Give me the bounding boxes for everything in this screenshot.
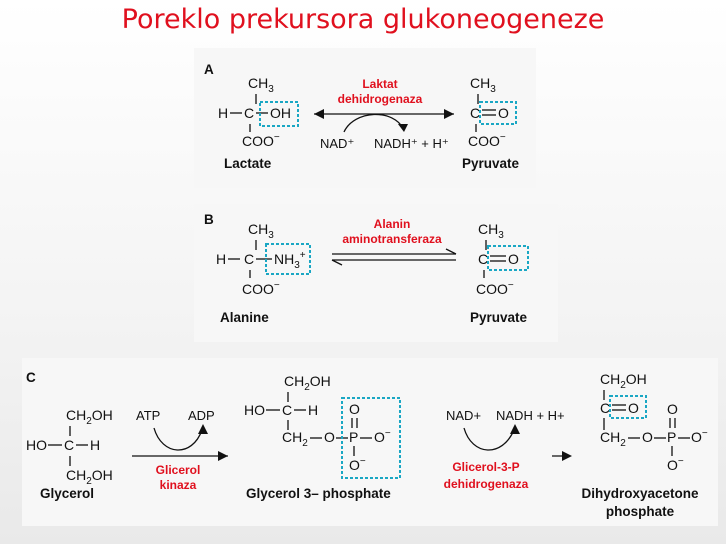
svg-text:CH2OH: $CH_2OH$ — [600, 371, 647, 391]
cofactor-nadh: NADH⁺ + H⁺ — [374, 136, 449, 151]
svg-text:O−: O− — [374, 428, 391, 445]
svg-text:O: O — [324, 429, 335, 445]
svg-text:COO−: COO− — [476, 280, 514, 297]
enzyme1-line2: kinaza — [159, 478, 197, 492]
enzyme-name-line2: aminotransferaza — [342, 232, 442, 246]
svg-text:CH2OH: $CH_2OH$ — [66, 407, 113, 427]
cofactor-adp: ADP — [188, 408, 215, 423]
svg-text:HO: HO — [244, 402, 265, 418]
dhap-label-line2: phosphate — [605, 504, 675, 519]
svg-text:C: C — [282, 402, 293, 418]
dihydroxyacetone-phosphate-structure — [600, 371, 708, 473]
svg-text:CH2OH: $CH_2OH$ — [284, 373, 331, 393]
glycerol-3-phosphate-structure — [244, 373, 400, 478]
cofactor-nad: NAD⁺ — [320, 136, 355, 151]
panel-a-diagram — [194, 48, 536, 188]
svg-text:P: P — [349, 429, 359, 445]
svg-text:O−: O− — [349, 456, 366, 473]
svg-text:NH3+: $NH_3^+$ — [274, 250, 306, 271]
enzyme-name-line1: Laktat — [362, 77, 398, 91]
panel-c-diagram — [22, 358, 718, 526]
dehydrogenase-arrow — [464, 424, 572, 461]
cofactor-nadh-c: NADH + H+ — [496, 408, 565, 423]
lactate-label: Lactate — [224, 156, 272, 171]
panel-lactate-dehydrogenase — [194, 48, 536, 188]
dhap-label-line1: Dihydroxyacetone — [581, 486, 699, 501]
svg-text:CH2OH: $CH_2OH$ — [66, 467, 113, 487]
pyruvate-structure-a — [468, 75, 516, 149]
glycerol-label: Glycerol — [40, 486, 95, 501]
svg-text:CH3: $CH_3$ — [470, 75, 496, 95]
svg-text:C: C — [478, 251, 489, 267]
svg-text:H: H — [90, 437, 101, 453]
svg-text:H: H — [216, 251, 227, 267]
kinase-arrow — [132, 424, 228, 461]
enzyme2-line1: Glicerol-3-P — [452, 460, 520, 474]
glycerol-structure — [26, 407, 113, 487]
svg-text:CH2: $CH_2$ — [282, 429, 308, 449]
panel-glycerol-pathway — [22, 358, 718, 526]
svg-text:O: O — [508, 251, 519, 267]
svg-text:CH3: $CH_3$ — [248, 221, 274, 241]
svg-text:HO: HO — [26, 437, 47, 453]
svg-text:H: H — [218, 105, 229, 121]
svg-text:C: C — [600, 400, 611, 416]
pyruvate-structure-b — [476, 221, 528, 297]
equilibrium-arrows — [332, 249, 456, 265]
svg-text:O: O — [498, 105, 509, 121]
alanine-label: Alanine — [220, 310, 269, 325]
svg-text:CH2: $CH_2$ — [600, 429, 626, 449]
enzyme-name-line2: dehidrogenaza — [337, 92, 423, 106]
cofactor-atp: ATP — [136, 408, 161, 423]
panel-b-letter: B — [204, 212, 214, 227]
svg-text:H: H — [308, 402, 319, 418]
reversible-arrow — [314, 109, 454, 132]
panel-c-letter: C — [26, 370, 36, 385]
panel-b-diagram — [194, 204, 558, 342]
svg-text:O: O — [349, 401, 360, 417]
svg-text:CH3: $CH_3$ — [478, 221, 504, 241]
pyruvate-label-b: Pyruvate — [470, 310, 528, 325]
cofactor-nad-c: NAD+ — [446, 408, 482, 423]
svg-text:C: C — [470, 105, 481, 121]
svg-text:O: O — [628, 400, 639, 416]
svg-text:P: P — [667, 429, 677, 445]
panel-a-letter: A — [204, 62, 214, 77]
svg-text:C: C — [244, 251, 255, 267]
svg-text:COO−: COO− — [468, 132, 506, 149]
pyruvate-label-a: Pyruvate — [462, 156, 520, 171]
enzyme1-line1: Glicerol — [155, 463, 201, 477]
enzyme2-line2: dehidrogenaza — [443, 477, 529, 491]
page-title: Poreklo prekursora glukoneogeneze — [121, 4, 605, 35]
svg-text:C: C — [64, 437, 75, 453]
svg-text:COO−: COO− — [242, 280, 280, 297]
svg-text:OH: OH — [270, 105, 291, 121]
svg-text:O: O — [667, 401, 678, 417]
alanine-structure — [216, 221, 310, 297]
panel-alanine-aminotransferase — [194, 204, 558, 342]
svg-text:O−: O− — [691, 428, 708, 445]
glycerol-3-phosphate-label: Glycerol 3– phosphate — [246, 486, 391, 501]
svg-text:O: O — [642, 429, 653, 445]
svg-text:COO−: COO− — [242, 132, 280, 149]
lactate-structure — [218, 75, 298, 149]
svg-text:CH3: $CH_3$ — [248, 75, 274, 95]
enzyme-name-line1: Alanin — [373, 217, 411, 231]
svg-text:C: C — [244, 105, 255, 121]
svg-text:O−: O− — [667, 456, 684, 473]
